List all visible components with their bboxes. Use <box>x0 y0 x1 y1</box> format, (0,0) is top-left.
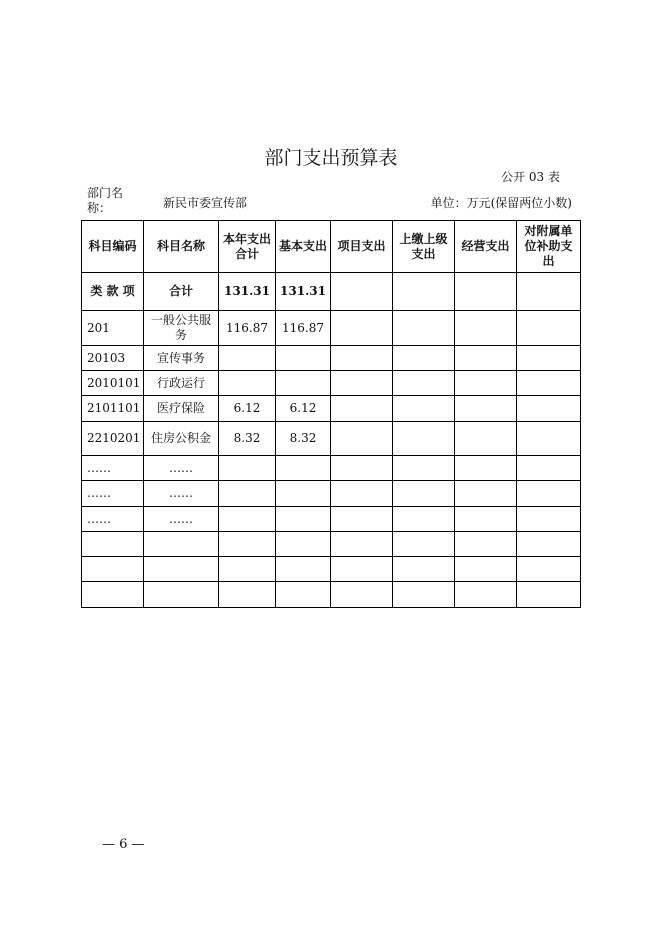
cell <box>393 507 455 532</box>
cell <box>331 371 393 396</box>
cell: 医疗保险 <box>144 396 219 422</box>
table-row <box>82 346 581 371</box>
col-header-total: 本年支出合计 <box>219 221 276 273</box>
cell: 131.31 <box>219 273 276 311</box>
page-number: — 6 — <box>102 837 145 852</box>
cell <box>219 371 276 396</box>
cell <box>393 582 455 608</box>
table-row <box>82 396 581 422</box>
cell <box>455 456 517 481</box>
cell: 6.12 <box>276 396 331 422</box>
cell <box>517 273 581 311</box>
cell <box>219 557 276 582</box>
table-row <box>82 422 581 456</box>
cell <box>331 396 393 422</box>
cell <box>331 557 393 582</box>
header-row <box>82 221 581 273</box>
cell <box>331 532 393 557</box>
cell <box>331 422 393 456</box>
cell: 2210201 <box>82 422 144 456</box>
cell <box>455 273 517 311</box>
cell: 131.31 <box>276 273 331 311</box>
cell <box>276 507 331 532</box>
cell <box>393 273 455 311</box>
cell: 宣传事务 <box>144 346 219 371</box>
cell <box>331 507 393 532</box>
cell: …… <box>82 456 144 481</box>
cell <box>393 311 455 346</box>
cell <box>276 557 331 582</box>
cell: 一般公共服务 <box>144 311 219 346</box>
cell: …… <box>144 481 219 507</box>
cell <box>517 311 581 346</box>
cell <box>144 582 219 608</box>
cell: 2101101 <box>82 396 144 422</box>
cell <box>517 507 581 532</box>
cell <box>219 582 276 608</box>
cell <box>455 557 517 582</box>
cell <box>219 507 276 532</box>
cell <box>144 532 219 557</box>
cell <box>276 582 331 608</box>
cell <box>276 481 331 507</box>
cell <box>455 532 517 557</box>
cell: 住房公积金 <box>144 422 219 456</box>
cell <box>455 396 517 422</box>
page-title: 部门支出预算表 <box>264 147 398 169</box>
cell <box>517 456 581 481</box>
cell <box>82 557 144 582</box>
col-header-subsidy: 对附属单位补助支出 <box>517 221 581 273</box>
cell <box>393 532 455 557</box>
cell <box>517 371 581 396</box>
cell <box>517 422 581 456</box>
cell <box>331 346 393 371</box>
table-row <box>82 557 581 582</box>
cell <box>455 582 517 608</box>
cell <box>517 532 581 557</box>
cell <box>219 532 276 557</box>
cell <box>455 346 517 371</box>
col-header-name: 科目名称 <box>144 221 219 273</box>
cell <box>517 481 581 507</box>
cell <box>331 456 393 481</box>
table-row <box>82 371 581 396</box>
cell <box>276 371 331 396</box>
table-row <box>82 481 581 507</box>
cell <box>82 582 144 608</box>
cell <box>393 371 455 396</box>
cell <box>393 456 455 481</box>
cell <box>144 557 219 582</box>
cell <box>517 582 581 608</box>
cell <box>393 557 455 582</box>
cell: …… <box>144 507 219 532</box>
cell <box>276 456 331 481</box>
cell: 类 款 项 <box>82 273 144 311</box>
cell: 116.87 <box>276 311 331 346</box>
table-row <box>82 311 581 346</box>
table-row <box>82 582 581 608</box>
cell <box>455 481 517 507</box>
cell <box>82 532 144 557</box>
cell <box>331 481 393 507</box>
department-name: 新民市委宣传部 <box>163 196 248 210</box>
cell: …… <box>82 507 144 532</box>
form-number: 公开 03 表 <box>501 170 560 184</box>
cell: 行政运行 <box>144 371 219 396</box>
cell <box>331 582 393 608</box>
col-header-remit: 上缴上级支出 <box>393 221 455 273</box>
cell <box>455 422 517 456</box>
unit-label: 单位：万元(保留两位小数) <box>430 196 572 210</box>
cell <box>393 396 455 422</box>
budget-table <box>81 220 581 608</box>
col-header-basic: 基本支出 <box>276 221 331 273</box>
cell <box>517 557 581 582</box>
cell: 116.87 <box>219 311 276 346</box>
cell <box>331 311 393 346</box>
cell: 201 <box>82 311 144 346</box>
cell <box>219 481 276 507</box>
cell <box>517 346 581 371</box>
cell: 2010101 <box>82 371 144 396</box>
cell <box>393 346 455 371</box>
col-header-operation: 经营支出 <box>455 221 517 273</box>
cell <box>276 532 331 557</box>
table-row <box>82 507 581 532</box>
department-label: 部门名称： <box>87 186 124 215</box>
cell <box>455 507 517 532</box>
cell <box>276 346 331 371</box>
cell <box>219 346 276 371</box>
cell <box>393 481 455 507</box>
table-row <box>82 532 581 557</box>
cell <box>393 422 455 456</box>
cell: 20103 <box>82 346 144 371</box>
cell <box>455 371 517 396</box>
col-header-code: 科目编码 <box>82 221 144 273</box>
cell <box>455 311 517 346</box>
cell: …… <box>82 481 144 507</box>
cell <box>517 396 581 422</box>
cell: 6.12 <box>219 396 276 422</box>
total-row <box>82 273 581 311</box>
cell: 8.32 <box>219 422 276 456</box>
cell: 合计 <box>144 273 219 311</box>
cell: …… <box>144 456 219 481</box>
cell <box>331 273 393 311</box>
table-row <box>82 456 581 481</box>
col-header-project: 项目支出 <box>331 221 393 273</box>
cell <box>219 456 276 481</box>
cell: 8.32 <box>276 422 331 456</box>
